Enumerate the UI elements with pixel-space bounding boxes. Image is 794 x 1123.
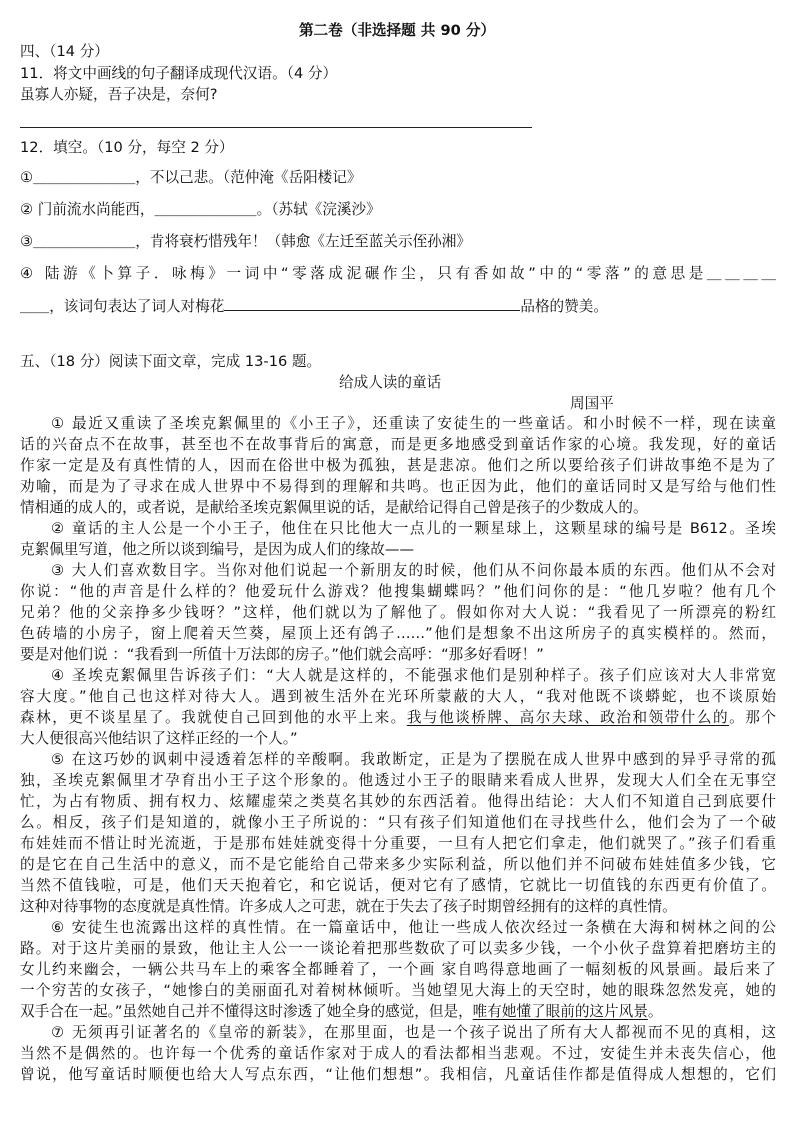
article-line: 话的兴奋点不在故事，甚至也不在故事背后的寓意，而是更多地感受到童话作家的心境。我发现，好的童话 — [20, 436, 776, 453]
fill-2-blank[interactable]: ＿＿＿＿＿＿＿ — [154, 201, 257, 218]
article-line: 兄弟？他的父亲挣多少钱呀？”这样，他们就以为了解他了。假如你对大人说：“我看见了一所漂亮的粉红 — [20, 604, 776, 621]
article-line: 曾说，他写童话时顺便也给大人写点东西，“让他们想想”。我相信，凡童话佳作都是值得成人想想的，它们 — [20, 1066, 776, 1083]
part5-heading: 五、（18 分）阅读下面文章，完成 13-16 题。 — [20, 353, 322, 370]
article-text: 。 — [647, 1003, 663, 1020]
fill-3-index: ③ — [20, 233, 34, 250]
fill-blank-3 — [20, 232, 471, 252]
fill-4-blank-a[interactable]: ＿＿ — [20, 298, 50, 315]
fill-blank-4-line1: ④ 陆游《卜算子．咏梅》一词中“零落成泥碾作尘，只有香如故”中的“零落”的意思是＿＿＿＿ — [20, 265, 776, 282]
article-line: 独，圣埃克絮佩里才孕育出小王子这个形象的。他透过小王子的眼睛来看成人世界，发现大人们全在无事空 — [20, 772, 776, 789]
article-text: 双手合在一起。”虽然她自己并不懂得这时渗透了她全身的感觉，但是， — [20, 1003, 473, 1020]
q11-answer-line — [20, 127, 532, 128]
article-line: 你说：“他的声音是什么样的？他爱玩什么游戏？他搜集蝴蝶吗？”他们问你的是：“他几岁啦？他有几个 — [20, 583, 776, 600]
article-line: ① 最近又重读了圣埃克絮佩里的《小王子》，还重读了安徒生的一些童话。和小时候不一样，现在读童 — [51, 415, 776, 432]
article-line: 么。相反，孩子们是知道的，就像小王子所说的：“只有孩子们知道他们在寻找些什么，他们会为了一个破 — [20, 814, 776, 831]
article-line-underlined — [20, 708, 776, 728]
article-line: 的是它在自己生活中的意义，而不是它能给自己带来多少实际利益，所以他们并不问破布娃娃值多少钱，它 — [20, 856, 776, 873]
fill-2-text-pre: ② 门前流水尚能西， — [20, 201, 155, 218]
q11-sentence: 虽寡人亦疑，吾子决是，奈何? — [20, 86, 218, 103]
fill-4-text-mid: ，该词句表达了词人对梅花 — [49, 298, 225, 315]
article-line: 作家一定是及有真性情的人，因而在俗世中极为孤独，甚是悲凉。他们之所以要给孩子们讲故事绝不是为了 — [20, 457, 776, 474]
article-text: 。那个 — [729, 709, 776, 726]
article-text: 森林，更不谈星星了。我就使自己回到他的水平上来。 — [20, 709, 407, 726]
article-line: 大人便很高兴他结识了这样正经的一个人。” — [20, 730, 298, 747]
section-title: 第二卷（非选择题 共 90 分） — [298, 22, 496, 39]
fill-1-index: ① — [20, 169, 34, 186]
fill-1-text: ，不以己悲。（范仲淹《岳阳楼记》 — [135, 169, 362, 186]
article-line: 这种对待事物的态度就是真性情。许多成人之可悲，就在于失去了孩子时期曾经拥有的这样的真性情。 — [20, 898, 677, 915]
article-line: ④ 圣埃克絮佩里告诉孩子们：“大人就是这样的，不能强求他们是别种样子。孩子们应该对大人非常宽 — [51, 667, 776, 684]
article-line: ⑤ 在这巧妙的讽刺中浸透着怎样的辛酸啊。我敢断定，正是为了摆脱在成人世界中感到的异乎寻常的孤 — [51, 751, 776, 768]
article-line: 克絮佩里写道，他之所以谈到编号，是因为成人们的缘故—— — [20, 541, 415, 558]
article-line: 当然不值钱啦，可是，他们天天抱着它，和它说话，便对它有了感情，它就比一切值钱的东西更有价值了。 — [20, 877, 776, 894]
q12-prompt: 12．填空。（10 分，每空 2 分） — [20, 139, 234, 156]
part4-heading: 四、（14 分） — [20, 43, 109, 60]
article-author: 周国平 — [570, 395, 614, 412]
fill-blank-4-line2 — [20, 296, 608, 317]
article-line: 容大度。”他自己也这样对待大人。遇到被生活外在光环所蒙蔽的大人，“我对他既不谈蟒蛇，也不谈原始 — [20, 688, 776, 705]
fill-3-text: ，肯将衰朽惜残年！（韩愈《左迁至蓝关示侄孙湘》 — [135, 233, 471, 250]
article-line-underlined — [20, 1002, 662, 1022]
article-line: ③ 大人们喜欢数目字。当你对他们说起一个新朋友的时候，他们从不问你最本质的东西。他们从不会对 — [51, 562, 776, 579]
fill-4-blank-b[interactable] — [224, 296, 520, 311]
fill-blank-1 — [20, 168, 361, 188]
underlined-sentence: 唯有她懂了眼前的这片风景 — [472, 1003, 648, 1020]
fill-4-text-end: 品格的赞美。 — [520, 298, 608, 315]
article-title: 给成人读的童话 — [339, 374, 442, 391]
article-line: 劝喻，而是为了寻求在成人世界中不易得到的理解和共鸣。也正因为此，他们的童话同时又是写给与他们性 — [20, 478, 776, 495]
article-line: ② 童话的主人公是一个小王子，他住在只比他大一点儿的一颗星球上，这颗星球的编号是 B612。圣埃 — [51, 520, 776, 537]
fill-1-blank[interactable]: ＿＿＿＿＿＿＿ — [33, 169, 136, 186]
article-line: 当然不是偶然的。也许每一个优秀的童话作家对于成人的看法都相当悲观。不过，安徒生并未丧失信心，他 — [20, 1045, 776, 1062]
article-line: 路。对于这片美丽的景致，他让主人公一一谈论着把那些数砍了可以卖多少钱，一个小伙子盘算着把磨坊主的 — [20, 940, 776, 957]
fill-2-text-post: 。（苏轼《浣溪沙》 — [256, 201, 381, 218]
q11-prompt: 11．将文中画线的句子翻译成现代汉语。（4 分） — [20, 65, 338, 82]
underlined-sentence: 我与他谈桥牌、高尔夫球、政治和领带什么的 — [406, 709, 730, 726]
article-line: ⑦ 无须再引证著名的《皇帝的新装》，在那里面，也是一个孩子说出了所有大人都视而不见的真相，这 — [51, 1024, 776, 1041]
fill-blank-2 — [20, 200, 381, 220]
article-line: ⑥ 安徒生也流露出这样的真性情。在一篇童话中，他让一些成人依次经过一条横在大海和树林之间的公 — [51, 919, 776, 936]
article-line: 要是对他们说 ：“我看到一所值十万法郎的房子。”他们就会高呼：“那多好看呀！” — [20, 646, 544, 663]
article-line: 色砖墙的小房子，窗上爬着天竺葵，屋顶上还有鸽子……”他们是想象不出这所房子的真实模样的。然而， — [20, 625, 776, 642]
article-line: 情相通的成人的，或者说，是献给圣埃克絮佩里说的话，是献给记得自己曾是孩子的少数成人的。 — [20, 499, 648, 516]
article-line: 一个穷苦的女孩子，“她惨白的美丽面孔对着树林倾听。当她望见大海上的天空时，她的眼珠忽然发亮，她的 — [20, 982, 776, 999]
fill-3-blank[interactable]: ＿＿＿＿＿＿＿ — [33, 233, 136, 250]
article-line: 布娃娃而不惜让时光流逝，于是那布娃娃就变得十分重要，一旦有人把它们拿走，他们就哭了。”孩子们看重 — [20, 835, 776, 852]
article-line: 忙，为占有物质、拥有权力、炫耀虚荣之类莫名其妙的东西活着。他得出结论：大人们不知道自己到底要什 — [20, 793, 776, 810]
article-line: 女儿约来幽会，一辆公共马车上的乘客全都睡着了，一个画 家自鸣得意地画了一幅刻板的风景画。最后来了 — [20, 961, 776, 978]
